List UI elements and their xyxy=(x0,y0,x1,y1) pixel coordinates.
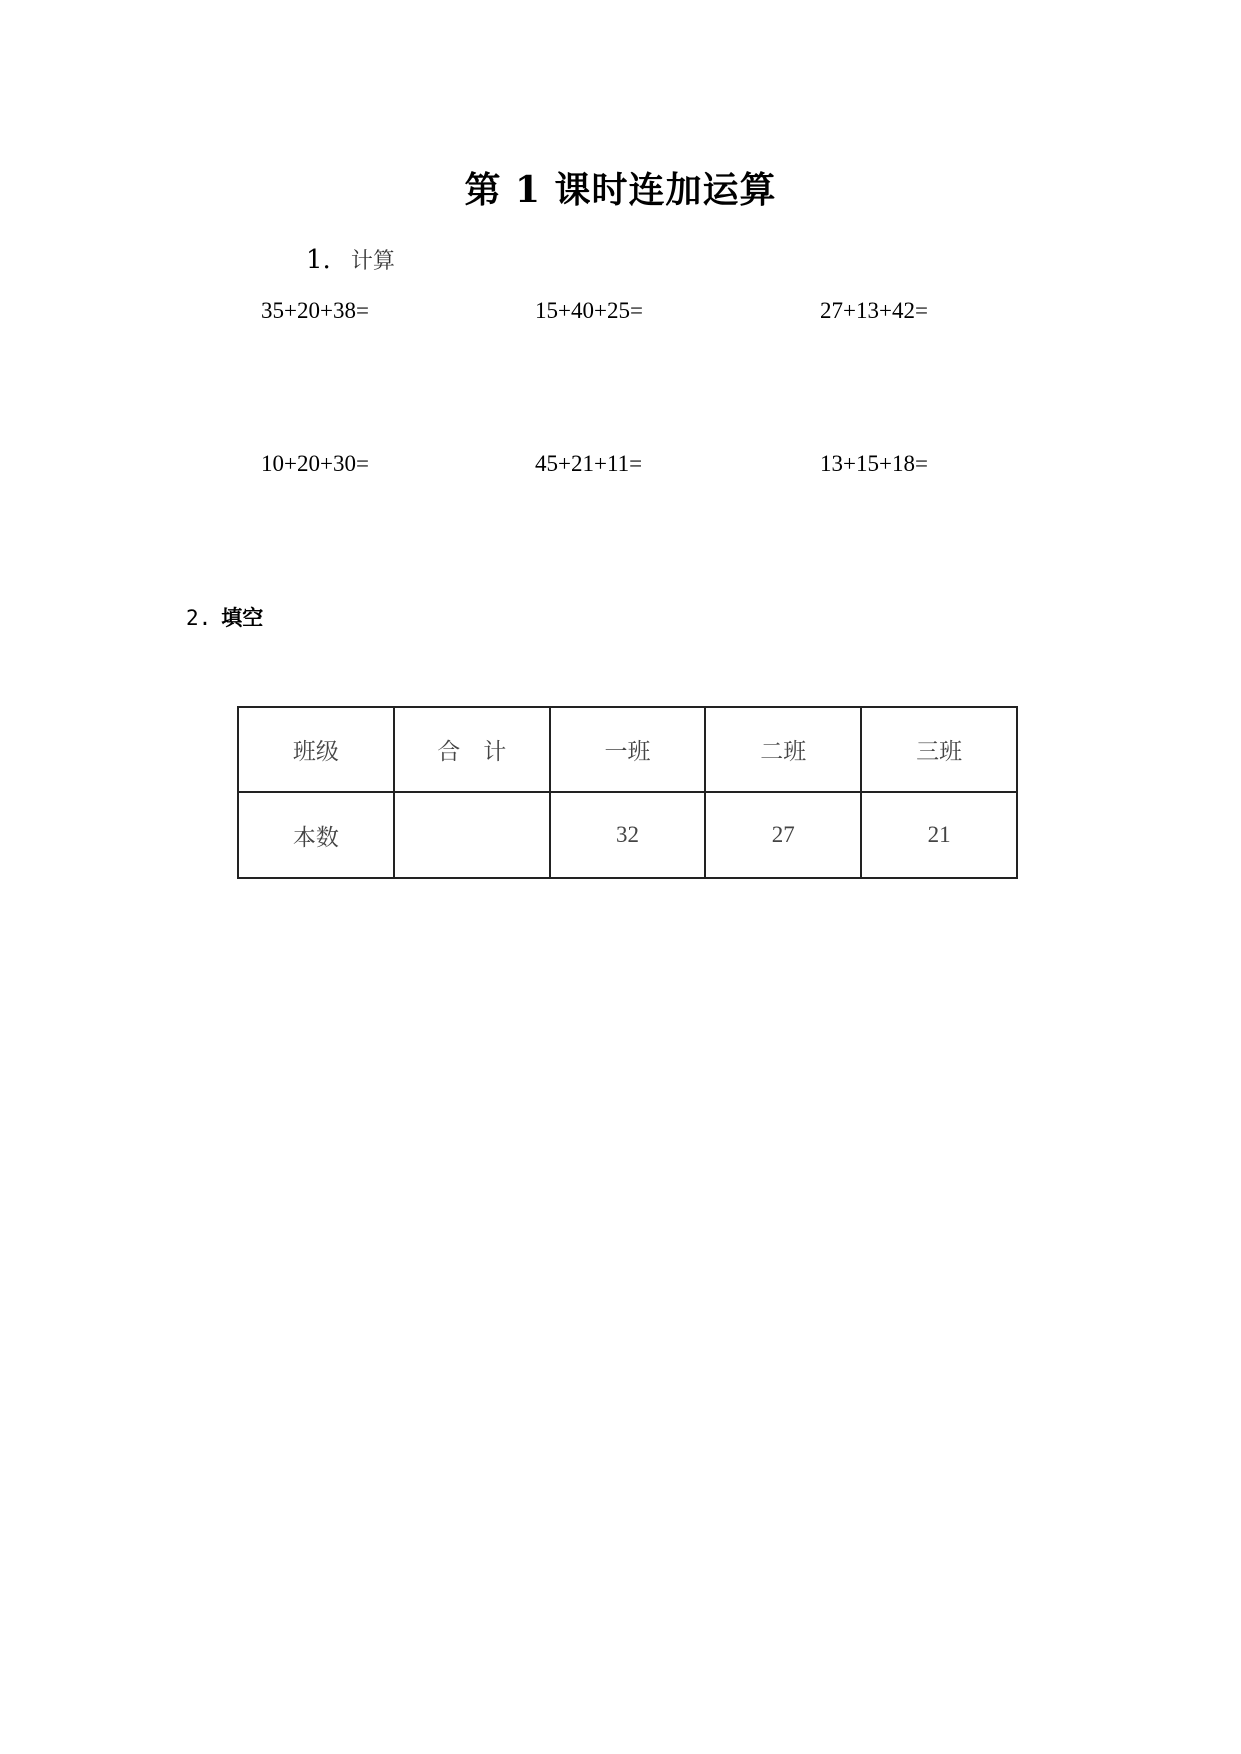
question-2-label: 填空 xyxy=(221,605,264,630)
header-cell-class-2: 二班 xyxy=(705,707,861,792)
header-cell-class: 班级 xyxy=(238,707,394,792)
header-cell-class-3: 三班 xyxy=(861,707,1017,792)
class-3-count: 21 xyxy=(861,792,1017,878)
expression-1-2: 15+40+25= xyxy=(535,298,643,323)
expression-1-1: 35+20+38= xyxy=(261,298,369,323)
class-2-count: 27 xyxy=(705,792,861,878)
header-cell-class-1: 一班 xyxy=(550,707,706,792)
expression-2-2: 45+21+11= xyxy=(535,451,643,476)
page-title: 第 1 课时连加运算 xyxy=(464,169,777,211)
expression-2-1: 10+20+30= xyxy=(261,451,369,476)
expression-1-3: 27+13+42= xyxy=(820,298,928,323)
table-header-row xyxy=(238,707,1017,792)
question-1-number: 1. xyxy=(306,245,331,275)
row-label-book-count: 本数 xyxy=(238,792,394,878)
header-cell-total: 合 计 xyxy=(394,707,550,792)
expression-2-3: 13+15+18= xyxy=(820,451,928,476)
question-2-heading xyxy=(186,602,263,632)
table-row xyxy=(238,792,1017,878)
question-1-heading xyxy=(306,244,395,275)
question-2-number: 2. xyxy=(186,606,212,630)
total-answer-blank[interactable] xyxy=(394,792,550,878)
book-count-table xyxy=(237,706,1018,879)
class-1-count: 32 xyxy=(550,792,706,878)
question-1-label: 计算 xyxy=(350,249,395,274)
